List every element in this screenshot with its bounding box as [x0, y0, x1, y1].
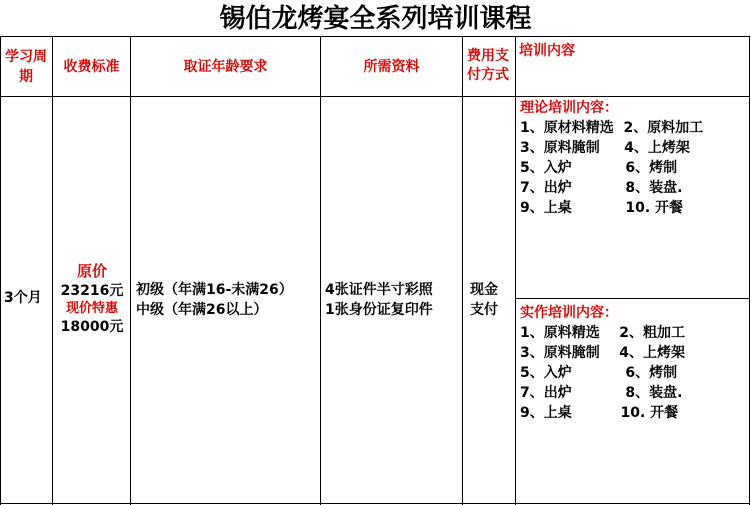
course-table: [0, 36, 751, 505]
material-item: 1张身份证复印件: [325, 302, 433, 318]
list-item: 1、原材料精选 2、原料加工: [520, 120, 704, 136]
theory-content: [520, 98, 703, 218]
row-divider: [515, 298, 750, 299]
row-divider: [0, 503, 750, 504]
row-divider: [0, 96, 750, 97]
theory-heading: 理论培训内容：: [520, 100, 618, 116]
list-item: 9、上桌 10. 开餐: [520, 405, 679, 421]
payment-method: [470, 280, 498, 320]
list-item: 5、入炉 6、烤制: [520, 365, 678, 381]
payment-line: 支付: [470, 302, 498, 318]
header-payment: 费用支付方式: [467, 48, 509, 83]
column-divider: [52, 36, 53, 505]
list-item: 5、入炉 6、烤制: [520, 160, 678, 176]
fee-block: [56, 261, 128, 337]
material-item: 4张证件半寸彩照: [325, 282, 433, 298]
table-border: [0, 36, 1, 505]
list-item: 3、原料腌制 4、上烤架: [520, 345, 685, 361]
age-level-middle: 中级（年满26以上）: [136, 302, 268, 318]
header-age: 取证年龄要求: [183, 59, 268, 75]
header-content: 培训内容: [519, 43, 575, 59]
table-border: [749, 36, 750, 505]
age-requirements: [136, 280, 293, 320]
list-item: 1、原料精选 2、粗加工: [520, 325, 685, 341]
header-period: 学习周期: [5, 49, 47, 85]
column-divider: [462, 36, 463, 505]
special-price-label: 现价特惠: [65, 301, 118, 316]
list-item: 7、出炉 8、装盘.: [520, 385, 683, 401]
column-divider: [130, 36, 131, 505]
age-level-junior: 初级（年满16-未满26）: [136, 282, 293, 298]
column-divider: [320, 36, 321, 505]
header-materials: 所需资料: [363, 59, 420, 75]
list-item: 3、原料腌制 4、上烤架: [520, 140, 690, 156]
page-title: 锡伯龙烤宴全系列培训课程: [219, 4, 532, 34]
required-materials: [325, 280, 433, 320]
column-divider: [515, 36, 516, 505]
list-item: 9、上桌 10. 开餐: [520, 200, 684, 216]
practice-heading: 实作培训内容：: [520, 305, 618, 321]
list-item: 7、出炉 8、装盘.: [520, 180, 683, 196]
header-fee: 收费标准: [63, 59, 120, 75]
special-price: 18000元: [60, 319, 124, 335]
original-price: 23216元: [60, 283, 124, 299]
practice-content: [520, 303, 685, 423]
payment-line: 现金: [470, 282, 498, 298]
study-period: 3个月: [4, 290, 42, 306]
original-price-label: 原价: [76, 262, 107, 280]
